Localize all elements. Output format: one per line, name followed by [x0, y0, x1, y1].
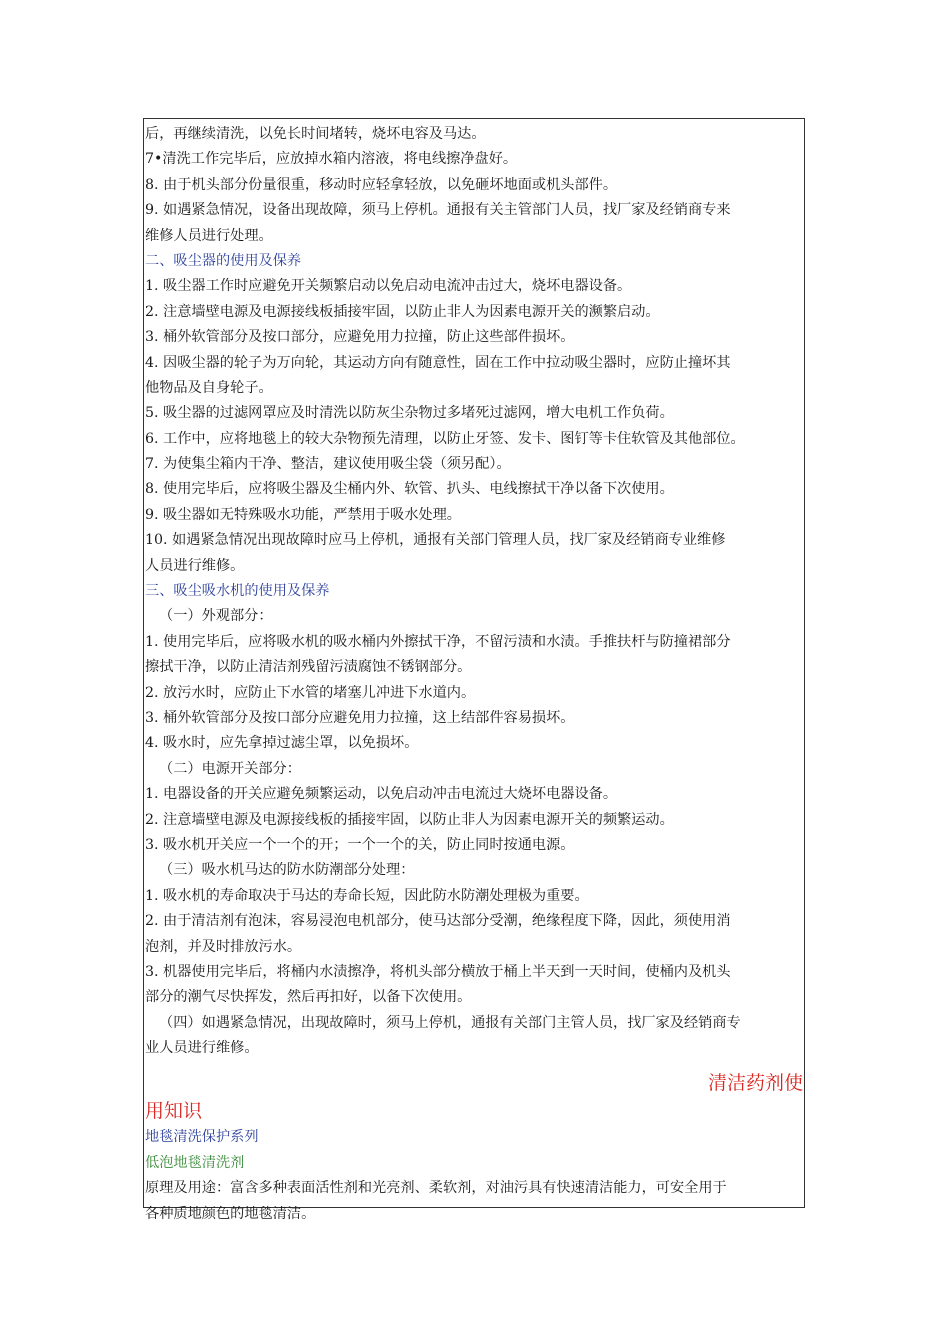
text-line: 1. 吸水机的寿命取决于马达的寿命长短，因此防水防潮处理极为重要。: [145, 887, 589, 904]
text-line: （四）如遇紧急情况，出现故障时，须马上停机，通报有关部门主管人员，找厂家及经销商专: [159, 1014, 741, 1031]
text-line: 部分的潮气尽快挥发，然后再扣好，以备下次使用。: [145, 989, 472, 1006]
text-line: 2. 放污水时，应防止下水管的堵塞儿冲进下水道内。: [145, 684, 476, 701]
text-line: 1. 吸尘器工作时应避免开关频繁启动以免启动电流冲击过大，烧坏电器设备。: [145, 278, 632, 295]
text-line: 地毯清洗保护系列: [145, 1129, 259, 1146]
text-line: 业人员进行维修。: [145, 1040, 259, 1057]
text-line: 3. 桶外软管部分及按口部分应避免用力拉撞，这上结部件容易损坏。: [145, 709, 575, 726]
text-line: 3. 桶外软管部分及按口部分，应避免用力拉撞，防止这些部件损坏。: [145, 329, 575, 346]
text-line: 原理及用途：富含多种表面活性剂和光亮剂、柔软剂，对油污具有快速清洁能力，可安全用于: [145, 1180, 727, 1197]
text-line: 3. 吸水机开关应一个一个的开；一个一个的关，防止同时按通电源。: [145, 836, 575, 853]
text-line: 他物品及自身轮子。: [145, 379, 273, 396]
text-line: （三）吸水机马达的防水防潮部分处理：: [159, 862, 415, 879]
text-line: 9. 如遇紧急情况，设备出现故障，须马上停机。通报有关主管部门人员，找厂家及经销商专来: [145, 202, 731, 219]
text-line: 泡剂，并及时排放污水。: [145, 938, 302, 955]
main-text-block: [145, 122, 813, 1061]
text-line: 二、吸尘器的使用及保养: [145, 252, 302, 269]
text-line: 3. 机器使用完毕后，将桶内水渍擦净，将机头部分横放于桶上半天到一天时间，使桶内及机头: [145, 963, 731, 980]
text-line: 9. 吸尘器如无特殊吸水功能，严禁用于吸水处理。: [145, 506, 461, 523]
text-line: 低泡地毯清洗剂: [145, 1154, 245, 1171]
text-line: 4. 因吸尘器的轮子为万向轮，其运动方向有随意性，固在工作中拉动吸尘器时，应防止撞坏其: [145, 354, 731, 371]
text-line: 2. 注意墙壁电源及电源接线板插接牢固，以防止非人为因素电源开关的濒繁启动。: [145, 303, 660, 320]
text-line: 1. 电器设备的开关应避免频繁运动，以免启动冲击电流过大烧坏电器设备。: [145, 786, 618, 803]
text-line: 三、吸尘吸水机的使用及保养: [145, 583, 330, 600]
text-line: 7. 为使集尘箱内干净、整洁，建议使用吸尘袋（须另配）。: [145, 456, 511, 473]
text-line: 10. 如遇紧急情况出现故障时应马上停机，通报有关部门管理人员，找厂家及经销商专业维修: [145, 532, 726, 549]
text-line: 5. 吸尘器的过滤网罩应及时清洗以防灰尘杂物过多堵死过滤网，增大电机工作负荷。: [145, 405, 674, 422]
section-heading-part2: 用知识: [145, 1100, 203, 1123]
text-line: 2. 由于清洁剂有泡沫，容易浸泡电机部分，使马达部分受潮，绝缘程度下降，因此，须使用消: [145, 913, 731, 930]
text-line: 后，再继续清洗，以免长时间堵转，烧坏电容及马达。: [145, 126, 486, 142]
text-line: 维修人员进行处理。: [145, 227, 273, 244]
text-line: 6. 工作中，应将地毯上的较大杂物预先清理，以防止牙签、发卡、图钉等卡住软管及其他部位。: [145, 430, 745, 447]
text-line: 擦拭干净，以防止清洁剂残留污渍腐蚀不锈钢部分。: [145, 659, 472, 676]
text-line: （二）电源开关部分：: [159, 760, 301, 777]
text-line: （一）外观部分：: [159, 608, 273, 625]
text-line: 人员进行维修。: [145, 557, 245, 574]
text-line: 7•清洗工作完毕后，应放掉水箱内溶液，将电线擦净盘好。: [145, 151, 518, 168]
tail-text-block: [145, 1125, 813, 1227]
text-line: 各种质地颜色的地毯清洁。: [145, 1205, 316, 1222]
text-line: 8. 使用完毕后，应将吸尘器及尘桶内外、软管、扒头、电线擦拭干净以备下次使用。: [145, 481, 674, 498]
document-body: [145, 122, 813, 1227]
text-line: 2. 注意墙壁电源及电源接线板的插接牢固，以防止非人为因素电源开关的频繁运动。: [145, 811, 674, 828]
section-heading-part1: 清洁药剂使: [707, 1072, 803, 1095]
text-line: 4. 吸水时，应先拿掉过滤尘罩，以免损坏。: [145, 735, 419, 752]
text-line: 1. 使用完毕后，应将吸水机的吸水桶内外擦拭干净，不留污渍和水渍。手推扶杆与防撞裙部分: [145, 633, 731, 650]
text-line: 8. 由于机头部分份量很重，移动时应轻拿轻放，以免砸坏地面或机头部件。: [145, 176, 618, 193]
